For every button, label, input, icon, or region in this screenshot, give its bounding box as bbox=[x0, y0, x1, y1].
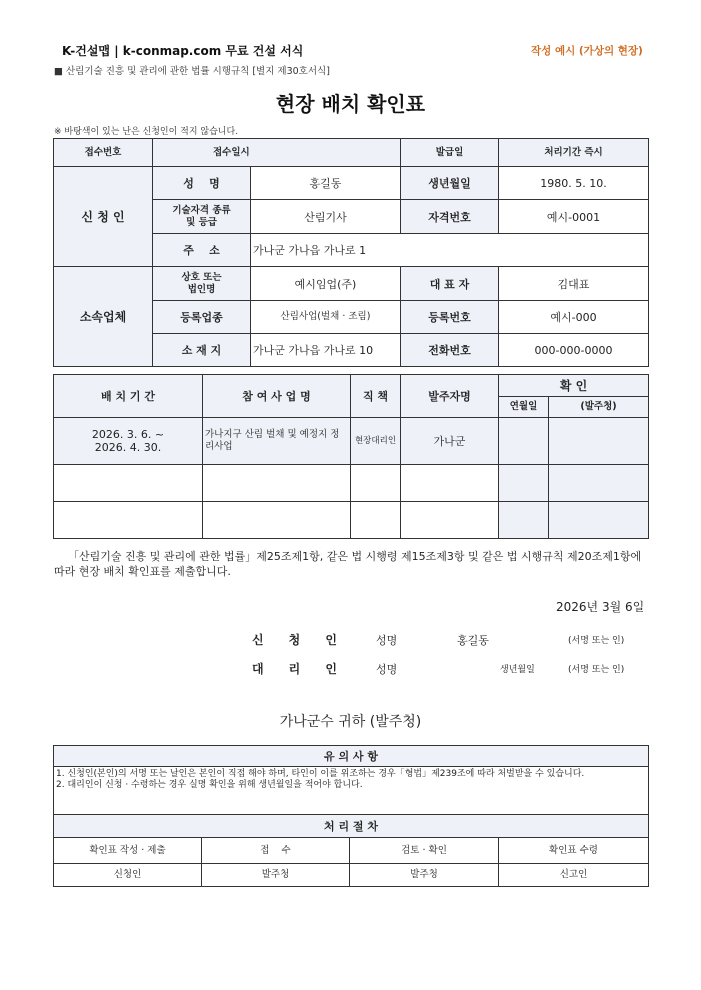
notes-title: 유 의 사 항 bbox=[54, 746, 649, 767]
empty-cell[interactable] bbox=[54, 465, 203, 502]
applicant-sign-hint[interactable]: (서명 또는 인) bbox=[568, 636, 625, 646]
processing-period-label: 처리기간 즉시 bbox=[499, 139, 649, 167]
procedure-actor: 발주청 bbox=[350, 864, 499, 887]
applicant-name-label: 성 명 bbox=[153, 167, 251, 200]
shading-note: ※ 바탕색이 있는 난은 신청인이 적지 않습니다. bbox=[54, 127, 239, 137]
role-header: 직 책 bbox=[351, 375, 401, 418]
confirm-sign-cell[interactable] bbox=[549, 418, 649, 465]
empty-cell[interactable] bbox=[203, 502, 351, 539]
applicant-sign-label: 신 청 인 bbox=[252, 633, 337, 647]
procedure-step: 검토 · 확인 bbox=[350, 838, 499, 864]
empty-cell[interactable] bbox=[401, 465, 499, 502]
birth-date-label: 생년월일 bbox=[401, 167, 499, 200]
birth-date-value[interactable]: 1980. 5. 10. bbox=[499, 167, 649, 200]
empty-cell[interactable] bbox=[351, 502, 401, 539]
business-type-value[interactable]: 산림사업(벌채 · 조림) bbox=[251, 301, 401, 334]
issue-date-label: 발급일 bbox=[401, 139, 499, 167]
empty-cell[interactable] bbox=[54, 502, 203, 539]
confirm-date-cell[interactable] bbox=[499, 418, 549, 465]
location-value[interactable]: 가나군 가나읍 가나로 10 bbox=[251, 334, 401, 367]
empty-cell[interactable] bbox=[351, 465, 401, 502]
empty-cell[interactable] bbox=[549, 465, 649, 502]
confirm-date-header: 연월일 bbox=[499, 397, 549, 418]
phone-value[interactable]: 000-000-0000 bbox=[499, 334, 649, 367]
procedure-actor: 신고인 bbox=[499, 864, 649, 887]
representative-label: 대 표 자 bbox=[401, 267, 499, 301]
procedure-actor: 신청인 bbox=[54, 864, 202, 887]
agent-sign-hint[interactable]: (서명 또는 인) bbox=[568, 665, 625, 675]
registration-number-value[interactable]: 예시-000 bbox=[499, 301, 649, 334]
empty-cell[interactable] bbox=[499, 465, 549, 502]
empty-cell[interactable] bbox=[499, 502, 549, 539]
company-section-label: 소속업체 bbox=[54, 267, 153, 367]
qualification-number-label: 자격번호 bbox=[401, 200, 499, 234]
qualification-label: 기술자격 종류 및 등급 bbox=[153, 200, 251, 234]
location-label: 소 재 지 bbox=[153, 334, 251, 367]
deploy-role-value[interactable]: 현장대리인 bbox=[351, 418, 401, 465]
deploy-period-value[interactable]: 2026. 3. 6. ~ 2026. 4. 30. bbox=[54, 418, 203, 465]
deploy-project-value[interactable]: 가나지구 산림 벌채 및 예정지 정리사업 bbox=[203, 418, 351, 465]
page-title: 현장 배치 확인표 bbox=[275, 92, 426, 116]
confirm-header: 확 인 bbox=[499, 375, 649, 397]
procedure-title: 처 리 절 차 bbox=[54, 815, 649, 838]
registration-number-label: 등록번호 bbox=[401, 301, 499, 334]
site-brand: K-건설맵 | k-conmap.com 무료 건설 서식 bbox=[62, 44, 304, 58]
project-header: 참 여 사 업 명 bbox=[203, 375, 351, 418]
procedure-actor: 발주청 bbox=[202, 864, 350, 887]
applicant-name-value[interactable]: 홍길동 bbox=[251, 167, 401, 200]
note-line-2: 2. 대리인이 신청 · 수령하는 경우 실명 확인을 위해 생년월일을 적어야 합니다. bbox=[56, 780, 363, 790]
qualification-number-value[interactable]: 예시-0001 bbox=[499, 200, 649, 234]
procedure-step: 확인표 수령 bbox=[499, 838, 649, 864]
receipt-date-label: 접수일시 bbox=[153, 139, 401, 167]
notes-table bbox=[53, 745, 649, 887]
company-name-label: 상호 또는 법인명 bbox=[153, 267, 251, 301]
procedure-step: 접 수 bbox=[202, 838, 350, 864]
client-header: 발주자명 bbox=[401, 375, 499, 418]
applicant-section-label: 신 청 인 bbox=[54, 167, 153, 267]
representative-value[interactable]: 김대표 bbox=[499, 267, 649, 301]
procedure-step: 확인표 작성 · 제출 bbox=[54, 838, 202, 864]
agent-birth-label: 생년월일 bbox=[500, 665, 535, 675]
qualification-value[interactable]: 산림기사 bbox=[251, 200, 401, 234]
confirm-sign-header: (발주청) bbox=[549, 397, 649, 418]
empty-cell[interactable] bbox=[549, 502, 649, 539]
receipt-number-label: 접수번호 bbox=[54, 139, 153, 167]
deploy-client-value[interactable]: 가나군 bbox=[401, 418, 499, 465]
period-header: 배 치 기 간 bbox=[54, 375, 203, 418]
agent-sign-word: 성명 bbox=[376, 663, 398, 676]
notes-body bbox=[54, 767, 649, 815]
example-note: 작성 예시 (가상의 현장) bbox=[531, 45, 643, 57]
regulation-ref: ■ 산림기술 진흥 및 관리에 관한 법률 시행규칙 [별지 제30호서식] bbox=[54, 66, 330, 77]
applicant-sign-name[interactable]: 홍길동 bbox=[457, 634, 489, 647]
addressee: 가나군수 귀하 (발주청) bbox=[279, 714, 422, 730]
submission-date[interactable]: 2026년 3월 6일 bbox=[556, 600, 645, 614]
deployment-table bbox=[53, 374, 649, 539]
empty-cell[interactable] bbox=[401, 502, 499, 539]
business-type-label: 등록업종 bbox=[153, 301, 251, 334]
phone-label: 전화번호 bbox=[401, 334, 499, 367]
address-value[interactable]: 가나군 가나읍 가나로 1 bbox=[251, 234, 649, 267]
address-label: 주 소 bbox=[153, 234, 251, 267]
note-line-1: 1. 신청인(본인)의 서명 또는 날인은 본인이 직접 해야 하며, 타인이 이를 위조하는 경우「형법」제239조에 따라 처벌받을 수 있습니다. bbox=[56, 769, 585, 779]
applicant-table bbox=[53, 138, 649, 367]
applicant-sign-word: 성명 bbox=[376, 634, 398, 647]
empty-cell[interactable] bbox=[203, 465, 351, 502]
agent-sign-label: 대 리 인 bbox=[252, 662, 337, 676]
submission-statement: 「산림기술 진흥 및 관리에 관한 법률」제25조제1항, 같은 법 시행령 제15조제3항 및 같은 법 시행규칙 제20조제1항에 따라 현장 배치 확인표를 제출합니다. bbox=[54, 550, 642, 578]
company-name-value[interactable]: 예시임업(주) bbox=[251, 267, 401, 301]
